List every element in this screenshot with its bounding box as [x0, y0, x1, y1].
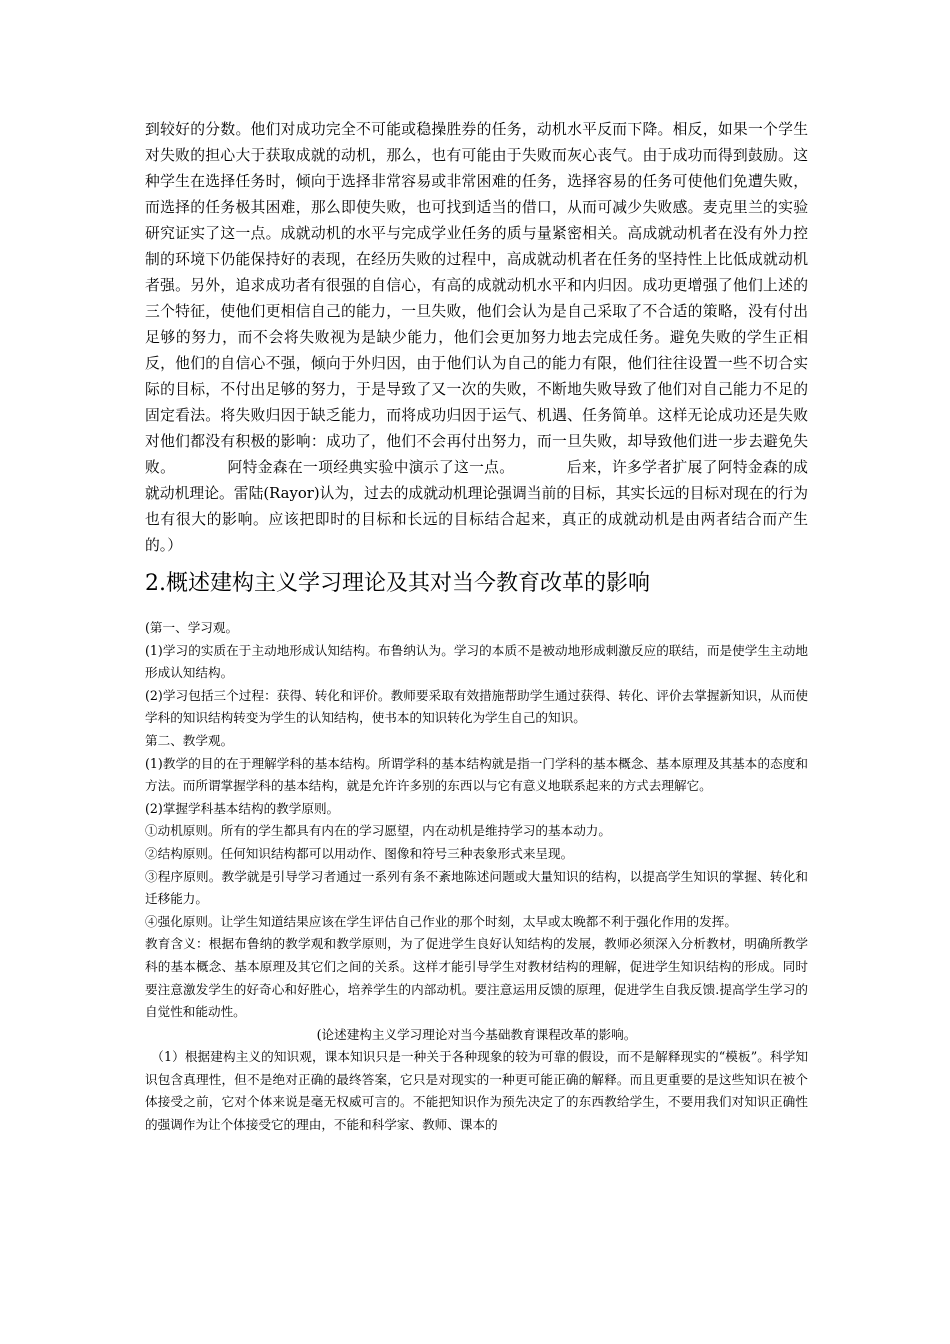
text-line: (2)掌握学科基本结构的教学原则。: [145, 800, 340, 816]
text-line: ③程序原则。教学就是引导学习者通过一系列有条不紊地陈述问题或大量知识的结构，以提高学生知识的掌握、转化和迁移能力。: [145, 868, 808, 907]
text-line: (1)学习的实质在于主动地形成认知结构。布鲁纳认为。学习的本质不是被动地形成刺激反应的联结，而是使学生主动地形成认知结构。: [145, 642, 808, 681]
paragraph-text-part-3: 后来，许多学者扩展了阿特金森的成就动机理论。雷陆(Rayor)认为，过去的成就动机理论强调当前的目标，其实长远的目标对现在的行为也有很大的影响。应该把即时的目标和长远的目标结合起来，真正的成就动机是由两者结合而产生的。）: [145, 459, 808, 554]
text-line: ②结构原则。任何知识结构都可以用动作、图像和符号三种表象形式来呈现。: [145, 845, 574, 861]
text-line: （1）根据建构主义的知识观，课本知识只是一种关于各种现象的较为可靠的假设，而不是解释现实的“模板”。科学知识包含真理性，但不是绝对正确的最终答案，它只是对现实的一种更可能正确的解释。而且更重要的是这些知识在被个体接受之前，它对个体来说是毫无权威可言的。不能把知识作为预先决定了的东西教给学生，不要用我们对知识正确性的强调作为让个体接受它的理由，不能和科学家、教师、课本的: [145, 1049, 808, 1133]
text-line: ①动机原则。所有的学生都具有内在的学习愿望，内在动机是维持学习的基本动力。: [145, 823, 611, 839]
text-line: 第二、教学观。: [145, 732, 234, 748]
text-line: (1)教学的目的在于理解学科的基本结构。所谓学科的基本结构就是指一门学科的基本概念、基本原理及其基本的态度和方法。而所谓掌握学科的基本结构，就是允许许多别的东西以与它有意义地联系起来的方式去理解它。: [145, 755, 808, 794]
paragraph-text-part-2: 阿特金森在一项经典实验中演示了这一点。: [227, 459, 515, 476]
sub-question: (论述建构主义学习理论对当今基础教育课程改革的影响。: [316, 1026, 637, 1042]
paragraph-text-part-1: 到较好的分数。他们对成功完全不可能或稳操胜券的任务，动机水平反而下降。相反，如果一个学生对失败的担心大于获取成就的动机，那么，也有可能由于失败而灰心丧气。由于成功而得到鼓励。这种学生在选择任务时，倾向于选择非常容易或非常困难的任务，选择容易的任务可使他们免遭失败，而选择的任务极其困难，那么即使失败，也可找到适当的借口，从而可减少失败感。麦克里兰的实验研究证实了这一点。成就动机的水平与完成学业任务的质与量紧密相关。高成就动机者在没有外力控制的环境下仍能保持好的表现，在经历失败的过程中，高成就动机者在任务的坚持性上比低成就动机者强。另外，追求成功者有很强的自信心，有高的成就动机水平和内归因。成功更增强了他们上述的三个特征，使他们更相信自己的能力，一旦失败，他们会认为是自己采取了不合适的策略，没有付出足够的努力，而不会将失败视为是缺少能力，他们会更加努力地去完成任务。避免失败的学生正相反，他们的自信心不强，倾向于外归因，由于他们认为自己的能力有限，他们往往设置一些不切合实际的目标，不付出足够的努力，于是导致了又一次的失败，不断地失败导致了他们对自己能力不足的固定看法。将失败归因于缺乏能力，而将成功归因于运气、机遇、任务简单。这样无论成功还是失败对他们都没有积极的影响：成功了，他们不会再付出努力，而一旦失败，却导致他们进一步去避免失败。: [145, 121, 808, 476]
text-line: (第一、学习观。: [145, 620, 239, 635]
text-line: (2)学习包括三个过程：获得、转化和评价。教师要采取有效措施帮助学生通过获得、转化、评价去掌握新知识，从而使学科的知识结构转变为学生的认知结构，使书本的知识转化为学生自己的知识。: [145, 687, 808, 726]
section-heading: 2.概述建构主义学习理论及其对当今教育改革的影响: [145, 571, 650, 596]
body-paragraph-motivation: [145, 117, 808, 559]
text-line: 教育含义：根据布鲁纳的教学观和教学原则，为了促进学生良好认知结构的发展，教师必须深入分析教材，明确所教学科的基本概念、基本原理及其它们之间的关系。这样才能引导学生对教材结构的理解，促进学生知识结构的形成。同时要注意激发学生的好奇心和好胜心，培养学生的内部动机。要注意运用反馈的原理，促进学生自我反馈.提高学生学习的自觉性和能动性。: [145, 936, 808, 1020]
constructivism-section: [145, 617, 808, 1137]
text-line: ④强化原则。让学生知道结果应该在学生评估自己作业的那个时刻，太早或太晚都不利于强化作用的发挥。: [145, 913, 737, 929]
